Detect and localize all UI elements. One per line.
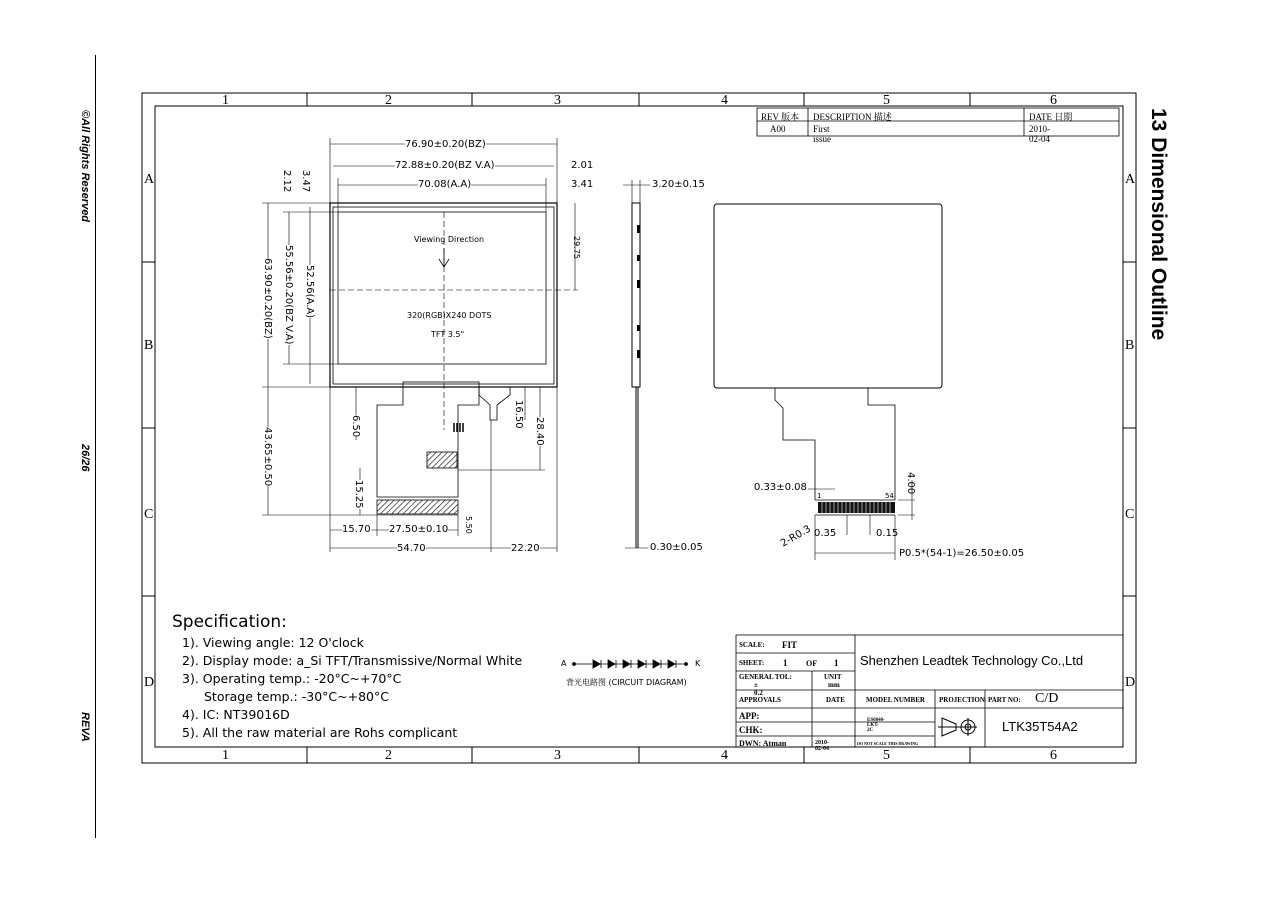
page-number: 26/26 bbox=[79, 444, 91, 472]
dim-2840: 28.40 bbox=[534, 417, 545, 446]
dim-1650: 16.50 bbox=[513, 400, 524, 429]
pin-54-label: 54 bbox=[885, 492, 894, 500]
tft-size-label: TFT 3.5" bbox=[431, 330, 465, 339]
col-label-5: 5 bbox=[883, 93, 890, 108]
row-label-d: D bbox=[144, 675, 155, 690]
col-label-5-bottom: 5 bbox=[883, 748, 890, 763]
rights-text: ©All Rights Reserved bbox=[79, 110, 91, 223]
col-label-3: 3 bbox=[554, 93, 561, 108]
spec-item: 4). IC: NT39016D bbox=[182, 707, 290, 722]
dim-015: 0.15 bbox=[876, 528, 899, 539]
approvals-label: APPROVALS bbox=[739, 696, 781, 704]
col-label-4: 4 bbox=[721, 93, 728, 108]
anode-label: A bbox=[561, 659, 567, 668]
scale-label: SCALE: bbox=[739, 641, 765, 649]
resolution-label: 320(RGB)X240 DOTS bbox=[407, 311, 492, 320]
part-label: PART NO: bbox=[988, 696, 1021, 704]
of-value: 1 bbox=[834, 658, 839, 668]
row-label-d-right: D bbox=[1125, 675, 1136, 690]
col-label-1: 1 bbox=[222, 93, 229, 108]
unit-label: UNIT bbox=[824, 673, 842, 681]
tol-value: ± 0.2 bbox=[754, 681, 763, 697]
part-class: C/D bbox=[1035, 691, 1059, 706]
col-label-4-bottom: 4 bbox=[721, 748, 728, 763]
chk-label: CHK: bbox=[739, 725, 763, 735]
col-label-2: 2 bbox=[385, 93, 392, 108]
dim-right-341: 3.41 bbox=[571, 179, 594, 190]
rev-row-rev: A00 bbox=[770, 124, 786, 134]
row-label-a: A bbox=[144, 172, 155, 187]
rev-header-desc: DESCRIPTION 描述 bbox=[813, 112, 892, 122]
spec-item: 1). Viewing angle: 12 O'clock bbox=[182, 635, 364, 650]
revision-label: REVA bbox=[79, 712, 91, 742]
model-label: MODEL NUMBER bbox=[866, 696, 925, 704]
scale-note: DO NOT SCALE THIS DRAWING bbox=[857, 741, 919, 746]
row-label-c-right: C bbox=[1125, 507, 1135, 522]
dim-bz-width: 76.90±0.20(BZ) bbox=[405, 139, 486, 150]
spec-item: 5). All the raw material are Rohs complicant bbox=[182, 725, 458, 740]
col-label-1-bottom: 1 bbox=[222, 748, 229, 763]
dim-bz-height: 63.90±0.20(BZ) bbox=[262, 258, 273, 339]
projection-label: PROJECTION bbox=[939, 696, 985, 704]
dim-bz-va-width: 72.88±0.20(BZ V.A) bbox=[395, 160, 495, 171]
section-heading: 13 Dimensional Outline bbox=[1147, 108, 1170, 341]
part-number: LTK35T54A2 bbox=[1002, 719, 1078, 734]
rev-row-date: 2010-02-04 bbox=[1029, 124, 1050, 144]
dwn-label: DWN: Atman bbox=[739, 739, 787, 748]
col-label-2-bottom: 2 bbox=[385, 748, 392, 763]
dim-033: 0.33±0.08 bbox=[754, 482, 807, 493]
cathode-label: K bbox=[695, 659, 701, 668]
viewing-direction-label: Viewing Direction bbox=[414, 235, 485, 244]
dim-radius: 2-R0.3 bbox=[779, 523, 813, 550]
spec-item: 3). Operating temp.: -20°C~+70°C bbox=[182, 671, 402, 686]
dim-4365: 43.65±0.50 bbox=[262, 427, 273, 487]
dim-aa-height: 52.56(A.A) bbox=[304, 265, 315, 319]
sheet-label: SHEET: bbox=[739, 659, 765, 667]
dim-2750: 27.50±0.10 bbox=[389, 524, 449, 535]
dim-212: 2.12 bbox=[281, 170, 292, 193]
dim-pitch: P0.5*(54-1)=26.50±0.05 bbox=[899, 548, 1025, 559]
col-label-3-bottom: 3 bbox=[554, 748, 561, 763]
dim-1570: 15.70 bbox=[342, 524, 371, 535]
dim-2975: 29.75 bbox=[572, 236, 581, 259]
dwn-date: 2010-02-04 bbox=[815, 740, 829, 752]
col-label-6: 6 bbox=[1050, 93, 1057, 108]
of-label: OF bbox=[806, 659, 818, 668]
circuit-caption: 背光电路图 (CIRCUIT DIAGRAM) bbox=[566, 678, 687, 687]
dim-035: 0.35 bbox=[814, 528, 837, 539]
specification-title: Specification: bbox=[172, 612, 287, 632]
app-label: APP: bbox=[739, 711, 760, 721]
sheet-value: 1 bbox=[783, 658, 788, 668]
dim-aa-width: 70.08(A.A) bbox=[418, 179, 472, 190]
row-label-b-right: B bbox=[1125, 338, 1135, 353]
scale-value: FIT bbox=[782, 640, 798, 650]
row-label-b: B bbox=[144, 338, 154, 353]
dim-2220: 22.20 bbox=[511, 543, 540, 554]
dim-bz-va-height: 55.56±0.20(BZ V.A) bbox=[283, 245, 294, 345]
dim-5470: 54.70 bbox=[397, 543, 426, 554]
dim-400: 4.00 bbox=[905, 472, 916, 495]
dim-1525: 15.25 bbox=[353, 480, 364, 509]
specification-block bbox=[172, 612, 522, 742]
dim-650: 6.50 bbox=[350, 415, 361, 438]
rev-header-date: DATE 日期 bbox=[1029, 112, 1073, 122]
spec-item: 2). Display mode: a_Si TFT/Transmissive/Normal White bbox=[182, 653, 523, 668]
dim-550: 5.50 bbox=[464, 516, 473, 534]
model-number: ES0840-LKT-2C bbox=[867, 718, 885, 733]
date-label: DATE bbox=[826, 696, 845, 704]
rev-header-rev: REV 版本 bbox=[761, 112, 800, 122]
tol-label: GENERAL TOL: bbox=[739, 673, 792, 681]
dim-thickness: 3.20±0.15 bbox=[652, 179, 705, 190]
pin-1-label: 1 bbox=[817, 492, 822, 500]
unit-value: mm bbox=[828, 681, 840, 689]
dim-right-201: 2.01 bbox=[571, 160, 594, 171]
row-label-c: C bbox=[144, 507, 154, 522]
spec-item: Storage temp.: -30°C~+80°C bbox=[204, 689, 389, 704]
rev-row-desc: First issue bbox=[813, 124, 831, 144]
row-label-a-right: A bbox=[1125, 172, 1136, 187]
col-label-6-bottom: 6 bbox=[1050, 748, 1057, 763]
dim-347: 3.47 bbox=[300, 170, 311, 193]
dim-fpc-thickness: 0.30±0.05 bbox=[650, 542, 703, 553]
company-name: Shenzhen Leadtek Technology Co.,Ltd bbox=[860, 653, 1084, 668]
